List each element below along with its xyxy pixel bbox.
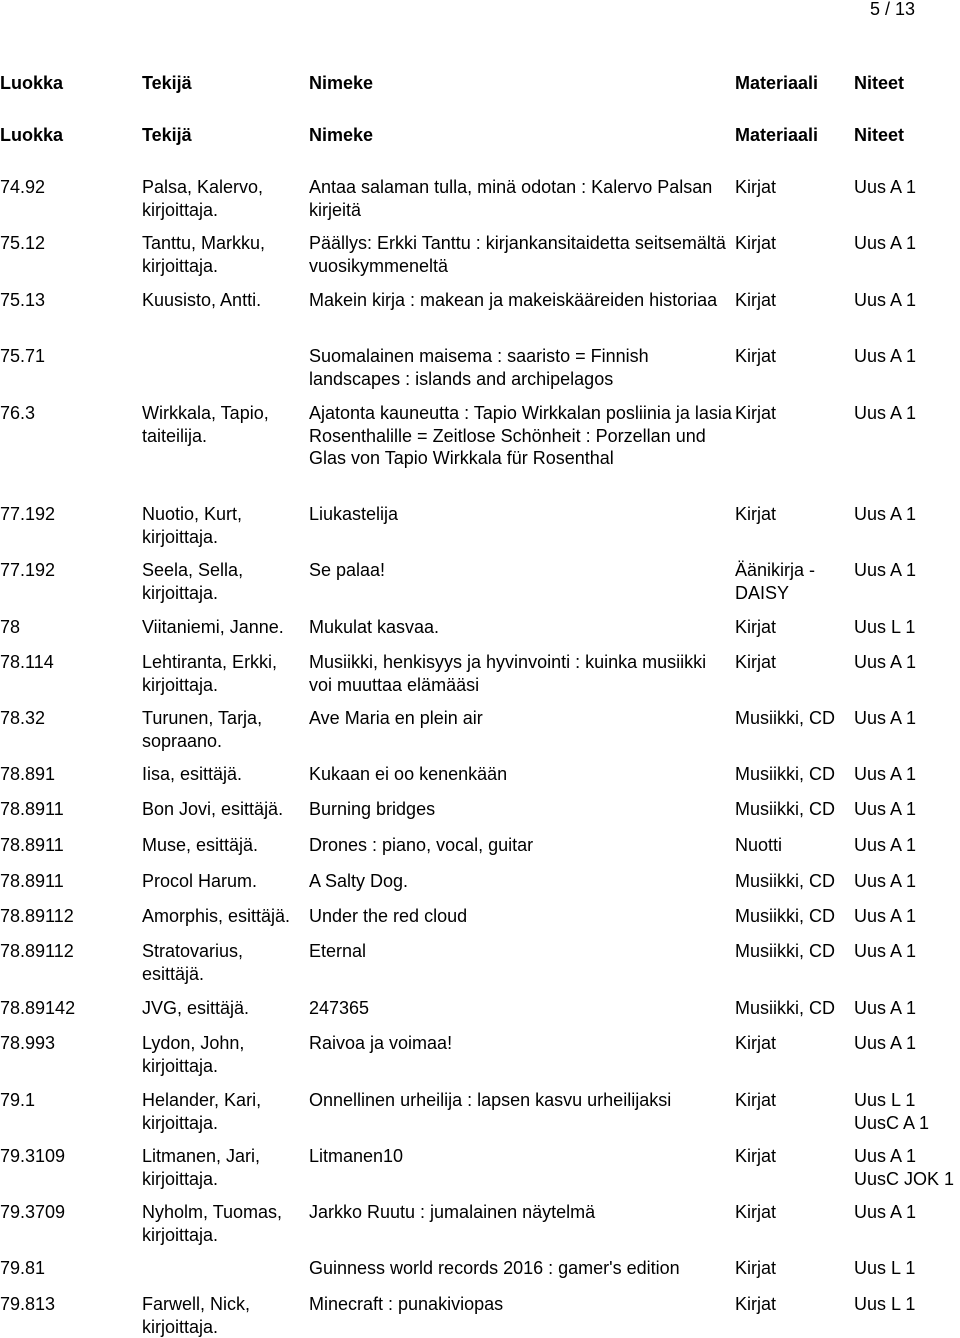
cell-niteet: Uus A 1 xyxy=(854,799,917,819)
cell-niteet: Uus L 1 UusC A 1 xyxy=(854,1090,930,1133)
cell-luokka: 78.993 xyxy=(0,1033,56,1053)
header-materiaali: Materiaali xyxy=(735,73,819,93)
cell-tekija: Nuotio, Kurt, kirjoittaja. xyxy=(142,504,243,547)
cell-materiaali: Kirjat xyxy=(735,346,777,366)
cell-nimeke: Makein kirja : makean ja makeiskääreiden historiaa xyxy=(309,290,718,310)
cell-tekija: Turunen, Tarja, sopraano. xyxy=(142,708,263,751)
cell-nimeke: Raivoa ja voimaa! xyxy=(309,1033,453,1053)
cell-nimeke: Päällys: Erkki Tanttu : kirjankansitaidetta seitsemältä vuosikymmeneltä xyxy=(309,233,726,276)
cell-nimeke: Kukaan ei oo kenenkään xyxy=(309,764,508,784)
table-header-repeat xyxy=(0,124,960,148)
cell-luokka: 78.89142 xyxy=(0,998,76,1018)
cell-tekija: Procol Harum. xyxy=(142,871,258,891)
cell-niteet: Uus A 1 xyxy=(854,177,917,197)
cell-luokka: 78.8911 xyxy=(0,835,64,855)
cell-luokka: 75.12 xyxy=(0,233,46,253)
cell-nimeke: Onnellinen urheilija : lapsen kasvu urheilijaksi xyxy=(309,1090,672,1110)
cell-tekija: Kuusisto, Antti. xyxy=(142,290,262,310)
cell-luokka: 78.89112 xyxy=(0,906,74,926)
cell-luokka: 77.192 xyxy=(0,560,56,580)
table-header xyxy=(0,72,960,96)
cell-niteet: Uus A 1 xyxy=(854,290,917,310)
cell-niteet: Uus L 1 xyxy=(854,1294,916,1314)
cell-materiaali: Musiikki, CD xyxy=(735,708,836,728)
cell-luokka: 77.192 xyxy=(0,504,56,524)
cell-materiaali: Kirjat xyxy=(735,1294,777,1314)
cell-nimeke: Suomalainen maisema : saaristo = Finnish landscapes : islands and archipelagos xyxy=(309,346,649,389)
header-niteet: Niteet xyxy=(854,73,905,93)
cell-tekija: Wirkkala, Tapio, taiteilija. xyxy=(142,403,269,446)
cell-materiaali: Musiikki, CD xyxy=(735,799,836,819)
cell-luokka: 79.3109 xyxy=(0,1146,66,1166)
cell-tekija: Litmanen, Jari, kirjoittaja. xyxy=(142,1146,261,1189)
cell-tekija: Amorphis, esittäjä. xyxy=(142,906,291,926)
cell-materiaali: Musiikki, CD xyxy=(735,941,836,961)
cell-tekija: Nyholm, Tuomas, kirjoittaja. xyxy=(142,1202,283,1245)
cell-niteet: Uus A 1 xyxy=(854,233,917,253)
cell-tekija: Iisa, esittäjä. xyxy=(142,764,243,784)
cell-niteet: Uus L 1 xyxy=(854,617,916,637)
cell-nimeke: Se palaa! xyxy=(309,560,386,580)
cell-luokka: 76.3 xyxy=(0,403,36,423)
cell-luokka: 78.8911 xyxy=(0,799,64,819)
header-materiaali: Materiaali xyxy=(735,125,819,145)
cell-materiaali: Kirjat xyxy=(735,1146,777,1166)
cell-nimeke: Minecraft : punakiviopas xyxy=(309,1294,504,1314)
header-nimeke: Nimeke xyxy=(309,125,374,145)
cell-luokka: 78.8911 xyxy=(0,871,64,891)
cell-tekija: Helander, Kari, kirjoittaja. xyxy=(142,1090,262,1133)
cell-niteet: Uus A 1 xyxy=(854,835,917,855)
header-luokka: Luokka xyxy=(0,73,64,93)
cell-niteet: Uus A 1 xyxy=(854,560,917,580)
cell-nimeke: Eternal xyxy=(309,941,367,961)
cell-materiaali: Kirjat xyxy=(735,403,777,423)
cell-tekija: JVG, esittäjä. xyxy=(142,998,250,1018)
cell-nimeke: Mukulat kasvaa. xyxy=(309,617,440,637)
cell-niteet: Uus A 1 xyxy=(854,941,917,961)
cell-tekija: Bon Jovi, esittäjä. xyxy=(142,799,284,819)
cell-luokka: 78 xyxy=(0,617,21,637)
cell-nimeke: Litmanen10 xyxy=(309,1146,404,1166)
cell-luokka: 74.92 xyxy=(0,177,46,197)
cell-niteet: Uus A 1 xyxy=(854,504,917,524)
cell-nimeke: Ave Maria en plein air xyxy=(309,708,483,728)
cell-materiaali: Kirjat xyxy=(735,1090,777,1110)
cell-niteet: Uus L 1 xyxy=(854,1258,916,1278)
cell-niteet: Uus A 1 xyxy=(854,1033,917,1053)
cell-materiaali: Kirjat xyxy=(735,617,777,637)
cell-luokka: 79.1 xyxy=(0,1090,36,1110)
cell-niteet: Uus A 1 xyxy=(854,764,917,784)
cell-tekija: Viitaniemi, Janne. xyxy=(142,617,284,637)
cell-nimeke: Burning bridges xyxy=(309,799,436,819)
cell-tekija: Muse, esittäjä. xyxy=(142,835,259,855)
cell-luokka: 75.13 xyxy=(0,290,46,310)
cell-niteet: Uus A 1 xyxy=(854,998,917,1018)
cell-materiaali: Kirjat xyxy=(735,177,777,197)
cell-materiaali: Kirjat xyxy=(735,1033,777,1053)
cell-tekija: Seela, Sella, kirjoittaja. xyxy=(142,560,244,603)
header-luokka: Luokka xyxy=(0,125,64,145)
cell-materiaali: Kirjat xyxy=(735,233,777,253)
cell-tekija: Palsa, Kalervo, kirjoittaja. xyxy=(142,177,264,220)
cell-nimeke: 247365 xyxy=(309,998,370,1018)
cell-materiaali: Musiikki, CD xyxy=(735,906,836,926)
cell-nimeke: Jarkko Ruutu : jumalainen näytelmä xyxy=(309,1202,596,1222)
cell-niteet: Uus A 1 xyxy=(854,346,917,366)
header-nimeke: Nimeke xyxy=(309,73,374,93)
cell-materiaali: Kirjat xyxy=(735,1258,777,1278)
cell-niteet: Uus A 1 xyxy=(854,871,917,891)
cell-materiaali: Kirjat xyxy=(735,652,777,672)
cell-niteet: Uus A 1 xyxy=(854,403,917,423)
cell-luokka: 75.71 xyxy=(0,346,46,366)
cell-luokka: 78.891 xyxy=(0,764,56,784)
cell-tekija: Farwell, Nick, kirjoittaja. xyxy=(142,1294,251,1337)
cell-niteet: Uus A 1 xyxy=(854,1202,917,1222)
cell-nimeke: Under the red cloud xyxy=(309,906,468,926)
cell-materiaali: Musiikki, CD xyxy=(735,871,836,891)
cell-nimeke: Antaa salaman tulla, minä odotan : Kalervo Palsan kirjeitä xyxy=(309,177,713,220)
cell-nimeke: Ajatonta kauneutta : Tapio Wirkkalan posliinia ja lasia Rosenthalille = Zeitlose Schönheit : Porzellan und Glas von Tapio Wirkkala für Rosenthal xyxy=(309,403,732,469)
cell-luokka: 78.114 xyxy=(0,652,54,672)
cell-tekija: Tanttu, Markku, kirjoittaja. xyxy=(142,233,266,276)
cell-materiaali: Nuotti xyxy=(735,835,783,855)
cell-nimeke: Guinness world records 2016 : gamer's edition xyxy=(309,1258,680,1278)
header-tekija: Tekijä xyxy=(142,73,192,93)
cell-tekija: Stratovarius, esittäjä. xyxy=(142,941,244,984)
cell-materiaali: Kirjat xyxy=(735,504,777,524)
cell-tekija: Lydon, John, kirjoittaja. xyxy=(142,1033,245,1076)
cell-niteet: Uus A 1 UusC JOK 1 xyxy=(854,1146,955,1189)
header-tekija: Tekijä xyxy=(142,125,192,145)
cell-nimeke: Musiikki, henkisyys ja hyvinvointi : kuinka musiikki voi muuttaa elämääsi xyxy=(309,652,707,695)
cell-tekija: Lehtiranta, Erkki, kirjoittaja. xyxy=(142,652,278,695)
cell-materiaali: Kirjat xyxy=(735,290,777,310)
cell-luokka: 79.813 xyxy=(0,1294,56,1314)
cell-niteet: Uus A 1 xyxy=(854,708,917,728)
cell-luokka: 79.81 xyxy=(0,1258,46,1278)
cell-materiaali: Kirjat xyxy=(735,1202,777,1222)
header-niteet: Niteet xyxy=(854,125,905,145)
cell-niteet: Uus A 1 xyxy=(854,652,917,672)
cell-luokka: 78.32 xyxy=(0,708,46,728)
cell-nimeke: Liukastelija xyxy=(309,504,399,524)
page-number: 5 / 13 xyxy=(869,0,915,19)
cell-materiaali: Musiikki, CD xyxy=(735,998,836,1018)
cell-niteet: Uus A 1 xyxy=(854,906,917,926)
cell-materiaali: Musiikki, CD xyxy=(735,764,836,784)
cell-luokka: 79.3709 xyxy=(0,1202,66,1222)
cell-nimeke: A Salty Dog. xyxy=(309,871,409,891)
cell-nimeke: Drones : piano, vocal, guitar xyxy=(309,835,534,855)
cell-luokka: 78.89112 xyxy=(0,941,74,961)
cell-materiaali: Äänikirja - DAISY xyxy=(735,560,816,603)
